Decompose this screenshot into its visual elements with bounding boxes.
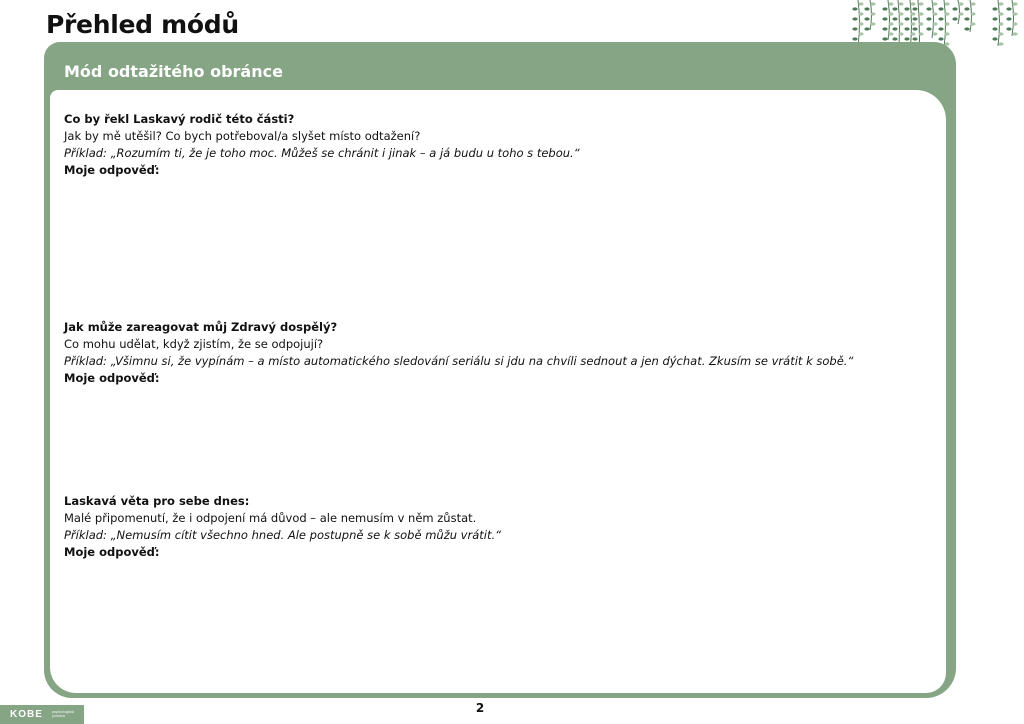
example-text: Příklad: „Rozumím ti, že je toho moc. Můžeš se chránit i jinak – a já budu u toho s tebou.“ (64, 146, 580, 160)
answer-field-1[interactable] (64, 182, 924, 312)
brand-tagline: psychologická poradna (52, 710, 74, 718)
answer-field-2[interactable] (64, 390, 924, 490)
page-title: Přehled módů (46, 10, 239, 39)
page-number: 2 (475, 701, 485, 715)
example-text: Příklad: „Nemusím cítit všechno hned. Ale postupně se k sobě můžu vrátit.“ (64, 528, 502, 542)
brand-name: KOBE (10, 709, 43, 720)
question-prompt: Malé připomenutí, že i odpojení má důvod – ale nemusím v něm zůstat. (64, 511, 477, 525)
brand-logo (0, 705, 84, 724)
example-text: Příklad: „Všimnu si, že vypínám – a místo automatického sledování seriálu si jdu na chvíli sednout a jen dýchat. Zkusím se vrátit k sobě.“ (64, 354, 854, 368)
answer-field-3[interactable] (64, 564, 924, 684)
question-block-1 (64, 111, 924, 179)
question-block-2 (64, 319, 924, 387)
answer-label: Moje odpověď: (64, 371, 160, 385)
question-prompt: Jak by mě utěšil? Co bych potřeboval/a slyšet místo odtažení? (64, 129, 421, 143)
section-title: Mód odtažitého obránce (64, 62, 283, 81)
question-heading: Jak může zareagovat můj Zdravý dospělý? (64, 320, 338, 334)
question-heading: Co by řekl Laskavý rodič této části? (64, 112, 295, 126)
question-block-3 (64, 493, 924, 561)
question-prompt: Co mohu udělat, když zjistím, že se odpojují? (64, 337, 324, 351)
question-heading: Laskavá věta pro sebe dnes: (64, 494, 250, 508)
answer-label: Moje odpověď: (64, 163, 160, 177)
answer-label: Moje odpověď: (64, 545, 160, 559)
